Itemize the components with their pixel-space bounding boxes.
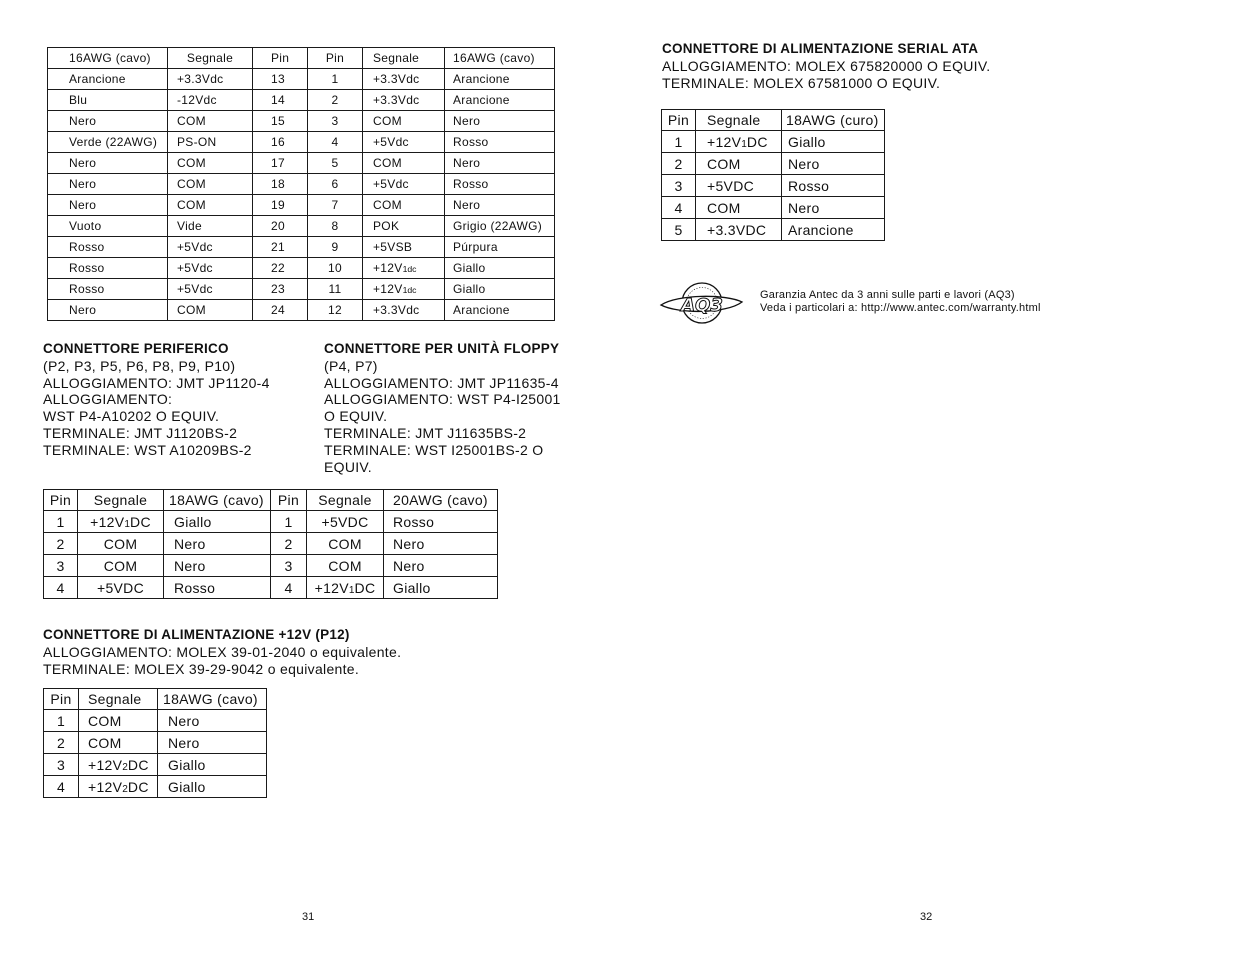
column-header: 16AWG (cavo) (48, 48, 168, 69)
table-cell: Rosso (445, 132, 555, 153)
column-header: Segnale (168, 48, 253, 69)
signal-text: +12V (373, 282, 403, 296)
table-cell: COM (168, 195, 253, 216)
table-cell: 5 (662, 219, 696, 241)
table-row (44, 555, 498, 577)
table-cell: 19 (253, 195, 308, 216)
table-cell: PS-ON (168, 132, 253, 153)
table-row (44, 533, 498, 555)
table-cell: Nero (384, 555, 498, 577)
warranty-note (760, 289, 1041, 315)
signal-text: DC (130, 513, 151, 530)
table-cell: 21 (253, 237, 308, 258)
table-cell: Giallo (158, 754, 267, 776)
column-header: 18AWG (cavo) (164, 490, 271, 511)
table-body (48, 48, 555, 321)
table-cell: 1 (308, 69, 363, 90)
table-cell: Vide (168, 216, 253, 237)
table-cell: 10 (308, 258, 363, 279)
table-cell: Blu (48, 90, 168, 111)
text-line: ALLOGGIAMENTO: JMT JP1120-4 (43, 374, 270, 391)
warranty-url-line: Veda i particolari a: http://www.antec.com/warranty.html (760, 302, 1041, 314)
table-cell: Rosso (782, 175, 885, 197)
table-cell: 3 (44, 555, 78, 577)
table-cell: 4 (662, 197, 696, 219)
p12-connector-section (43, 627, 401, 677)
text-line: ALLOGGIAMENTO: MOLEX 39-01-2040 o equivalente. (43, 643, 402, 660)
table-cell: Púrpura (445, 237, 555, 258)
text-line: TERMINALE: WST A10209BS-2 (43, 441, 252, 458)
page-number: 31 (302, 911, 315, 923)
column-header: Pin (271, 490, 307, 511)
table-header-row (662, 110, 885, 131)
table-cell: +5Vdc (168, 279, 253, 300)
table-cell: Nero (782, 153, 885, 175)
table-cell: 24 (253, 300, 308, 321)
table-row (48, 132, 555, 153)
text-line: EQUIV. (324, 458, 372, 475)
column-header: Pin (253, 48, 308, 69)
signal-text: DC (746, 133, 768, 150)
table-cell: 4 (44, 577, 78, 599)
table-header-row (48, 48, 555, 69)
column-header: 20AWG (cavo) (384, 490, 498, 511)
table-cell: Nero (445, 195, 555, 216)
table-row (44, 511, 498, 533)
text-line: TERMINALE: MOLEX 67581000 O EQUIV. (662, 74, 941, 91)
table-cell: +5VDC (307, 511, 384, 533)
table-row (662, 197, 885, 219)
text-line: ALLOGGIAMENTO: (43, 391, 173, 408)
floppy-connector-section (324, 341, 561, 475)
table-cell: COM (79, 710, 158, 732)
table-body (44, 490, 498, 599)
table-cell: Giallo (445, 258, 555, 279)
table-cell: Arancione (782, 219, 885, 241)
table-cell: 12 (308, 300, 363, 321)
text-line: (P4, P7) (324, 357, 378, 374)
table-cell: Nero (48, 111, 168, 132)
table-cell: COM (78, 555, 164, 577)
table-row (662, 219, 885, 241)
table-header-row (44, 490, 498, 511)
signal-text: DC (127, 756, 149, 773)
table-cell: Nero (164, 533, 271, 555)
table-row (48, 195, 555, 216)
table-cell: Giallo (164, 511, 271, 533)
table-cell: 20 (253, 216, 308, 237)
table-cell: Verde (22AWG) (48, 132, 168, 153)
table-cell: COM (168, 153, 253, 174)
text-line: TERMINALE: WST I25001BS-2 O (324, 441, 544, 458)
signal-subscript: 2 (122, 761, 128, 773)
table-row (48, 111, 555, 132)
table-cell: COM (363, 111, 445, 132)
table-cell: COM (78, 533, 164, 555)
text-line: TERMINALE: MOLEX 39-29-9042 o equivalente. (43, 660, 360, 677)
table-cell: 2 (308, 90, 363, 111)
signal-subscript: 1dc (402, 264, 417, 274)
floppy-connector-title: CONNETTORE PER UNITÀ FLOPPY (324, 341, 560, 356)
table-cell: 5 (308, 153, 363, 174)
table-row (48, 258, 555, 279)
table-cell: COM (168, 111, 253, 132)
table-cell: Nero (384, 533, 498, 555)
table-cell: 4 (308, 132, 363, 153)
table-cell: Giallo (158, 776, 267, 798)
table-cell: 7 (308, 195, 363, 216)
column-header: Segnale (307, 490, 384, 511)
table-cell: 4 (44, 776, 79, 798)
table-body (44, 689, 267, 798)
table-cell: 17 (253, 153, 308, 174)
table-cell: Giallo (782, 131, 885, 153)
signal-subscript: 1 (348, 584, 355, 596)
text-line: ALLOGGIAMENTO: WST P4-I25001 (324, 391, 561, 408)
table-cell: 22 (253, 258, 308, 279)
table-cell: 16 (253, 132, 308, 153)
signal-text: +12V (90, 513, 125, 530)
table-cell: Nero (48, 300, 168, 321)
table-cell: +5Vdc (168, 237, 253, 258)
column-header: Segnale (79, 689, 158, 710)
table-cell: Nero (48, 195, 168, 216)
table-cell: 3 (308, 111, 363, 132)
sata-connector-title: CONNETTORE DI ALIMENTAZIONE SERIAL ATA (662, 41, 979, 56)
p12-pin-table (43, 688, 267, 798)
peripheral-floppy-pin-table (43, 489, 498, 599)
table-row (662, 175, 885, 197)
text-line: O EQUIV. (324, 408, 388, 425)
table-cell (78, 511, 164, 533)
table-row (48, 300, 555, 321)
table-body (662, 110, 885, 241)
table-cell: 4 (271, 577, 307, 599)
text-line: ALLOGGIAMENTO: JMT JP11635-4 (324, 374, 559, 391)
table-cell: Nero (48, 153, 168, 174)
table-row (48, 69, 555, 90)
column-header: Pin (44, 689, 79, 710)
table-cell: Nero (158, 710, 267, 732)
aq3-logo (658, 280, 744, 326)
table-cell: +3.3Vdc (363, 300, 445, 321)
table-cell: +3.3Vdc (363, 90, 445, 111)
table-cell: +3.3VDC (696, 219, 782, 241)
table-cell: 3 (271, 555, 307, 577)
table-cell: Rosso (164, 577, 271, 599)
table-cell: Rosso (48, 258, 168, 279)
table-cell: 2 (662, 153, 696, 175)
table-cell: COM (363, 195, 445, 216)
table-cell: +5Vdc (363, 132, 445, 153)
table-cell: Nero (445, 153, 555, 174)
table-cell: COM (696, 197, 782, 219)
table-cell: Giallo (445, 279, 555, 300)
table-cell: COM (168, 300, 253, 321)
table-cell (363, 258, 445, 279)
aq3-logo-text: AQ3 (681, 295, 723, 316)
table-cell: Rosso (48, 279, 168, 300)
column-header: 16AWG (cavo) (445, 48, 555, 69)
sata-pin-table (661, 109, 885, 241)
table-cell: -12Vdc (168, 90, 253, 111)
table-cell: Rosso (445, 174, 555, 195)
table-cell (363, 279, 445, 300)
signal-text: DC (127, 778, 149, 795)
table-cell: 1 (662, 131, 696, 153)
table-cell: 14 (253, 90, 308, 111)
table-cell: 9 (308, 237, 363, 258)
signal-subscript: 1 (124, 518, 131, 530)
table-cell: 3 (662, 175, 696, 197)
table-cell: Vuoto (48, 216, 168, 237)
table-cell (79, 754, 158, 776)
signal-text: +12V (314, 579, 349, 596)
warranty-line: Garanzia Antec da 3 anni sulle parti e lavori (AQ3) (760, 289, 1015, 301)
text-line: TERMINALE: JMT J1120BS-2 (43, 424, 238, 441)
text-line: TERMINALE: JMT J11635BS-2 (324, 424, 527, 441)
signal-text: +12V (88, 778, 123, 795)
peripheral-connector-section (43, 341, 270, 459)
table-row (44, 754, 267, 776)
table-cell: Arancione (445, 90, 555, 111)
signal-subscript: 1 (741, 138, 747, 150)
table-cell: 6 (308, 174, 363, 195)
table-row (48, 174, 555, 195)
table-cell: +5VSB (363, 237, 445, 258)
table-cell: 13 (253, 69, 308, 90)
table-cell: Arancione (445, 69, 555, 90)
table-cell: 18 (253, 174, 308, 195)
column-header: Segnale (78, 490, 164, 511)
floppy-connector-specs (324, 358, 561, 476)
column-header: Pin (308, 48, 363, 69)
table-row (48, 216, 555, 237)
table-cell: 1 (44, 710, 79, 732)
atx-24pin-table (47, 47, 555, 321)
signal-text: DC (354, 579, 376, 596)
table-cell: Nero (48, 174, 168, 195)
table-cell: Nero (445, 111, 555, 132)
table-row (662, 131, 885, 153)
column-header: Pin (662, 110, 696, 131)
table-cell: +5VDC (78, 577, 164, 599)
table-cell: +5VDC (696, 175, 782, 197)
p12-connector-specs (43, 644, 401, 678)
table-cell: COM (363, 153, 445, 174)
table-cell: Nero (782, 197, 885, 219)
table-cell: 2 (44, 732, 79, 754)
table-row (44, 732, 267, 754)
table-cell: +3.3Vdc (363, 69, 445, 90)
table-cell: Nero (164, 555, 271, 577)
signal-text: +12V (707, 133, 742, 150)
table-cell: COM (696, 153, 782, 175)
table-cell: Nero (158, 732, 267, 754)
table-cell: 8 (308, 216, 363, 237)
table-cell (79, 776, 158, 798)
sata-connector-section (662, 41, 990, 91)
table-cell (307, 577, 384, 599)
column-header: Pin (44, 490, 78, 511)
column-header: Segnale (696, 110, 782, 131)
table-cell: +5Vdc (168, 258, 253, 279)
signal-text: +12V (88, 756, 123, 773)
table-row (48, 279, 555, 300)
table-cell: Arancione (445, 300, 555, 321)
table-cell: 15 (253, 111, 308, 132)
table-cell: 1 (271, 511, 307, 533)
table-row (48, 237, 555, 258)
table-cell (696, 131, 782, 153)
column-header: 18AWG (curo) (782, 110, 885, 131)
p12-connector-title: CONNETTORE DI ALIMENTAZIONE +12V (P12) (43, 627, 350, 642)
table-cell: Rosso (384, 511, 498, 533)
text-line: (P2, P3, P5, P6, P8, P9, P10) (43, 357, 236, 374)
column-header: Segnale (363, 48, 445, 69)
peripheral-connector-title: CONNETTORE PERIFERICO (43, 341, 229, 356)
table-cell: POK (363, 216, 445, 237)
table-cell: COM (307, 555, 384, 577)
table-cell: 2 (44, 533, 78, 555)
table-cell: 23 (253, 279, 308, 300)
table-row (662, 153, 885, 175)
table-row (44, 776, 267, 798)
peripheral-connector-specs (43, 358, 270, 459)
table-cell: 11 (308, 279, 363, 300)
table-cell: COM (168, 174, 253, 195)
table-row (48, 90, 555, 111)
table-cell: COM (307, 533, 384, 555)
table-cell: +3.3Vdc (168, 69, 253, 90)
page-number: 32 (920, 911, 933, 923)
signal-subscript: 2 (122, 783, 128, 795)
table-row (44, 710, 267, 732)
table-header-row (44, 689, 267, 710)
column-header: 18AWG (cavo) (158, 689, 267, 710)
table-cell: Arancione (48, 69, 168, 90)
table-cell: 1 (44, 511, 78, 533)
signal-text: +12V (373, 261, 403, 275)
table-cell: Rosso (48, 237, 168, 258)
text-line: WST P4-A10202 O EQUIV. (43, 408, 220, 425)
table-row (44, 577, 498, 599)
sata-connector-specs (662, 58, 990, 92)
signal-subscript: 1dc (402, 285, 417, 295)
table-cell: Giallo (384, 577, 498, 599)
text-line: ALLOGGIAMENTO: MOLEX 675820000 O EQUIV. (662, 57, 991, 74)
table-cell: 3 (44, 754, 79, 776)
table-cell: 2 (271, 533, 307, 555)
table-cell: Grigio (22AWG) (445, 216, 555, 237)
table-cell: COM (79, 732, 158, 754)
table-row (48, 153, 555, 174)
table-cell: +5Vdc (363, 174, 445, 195)
